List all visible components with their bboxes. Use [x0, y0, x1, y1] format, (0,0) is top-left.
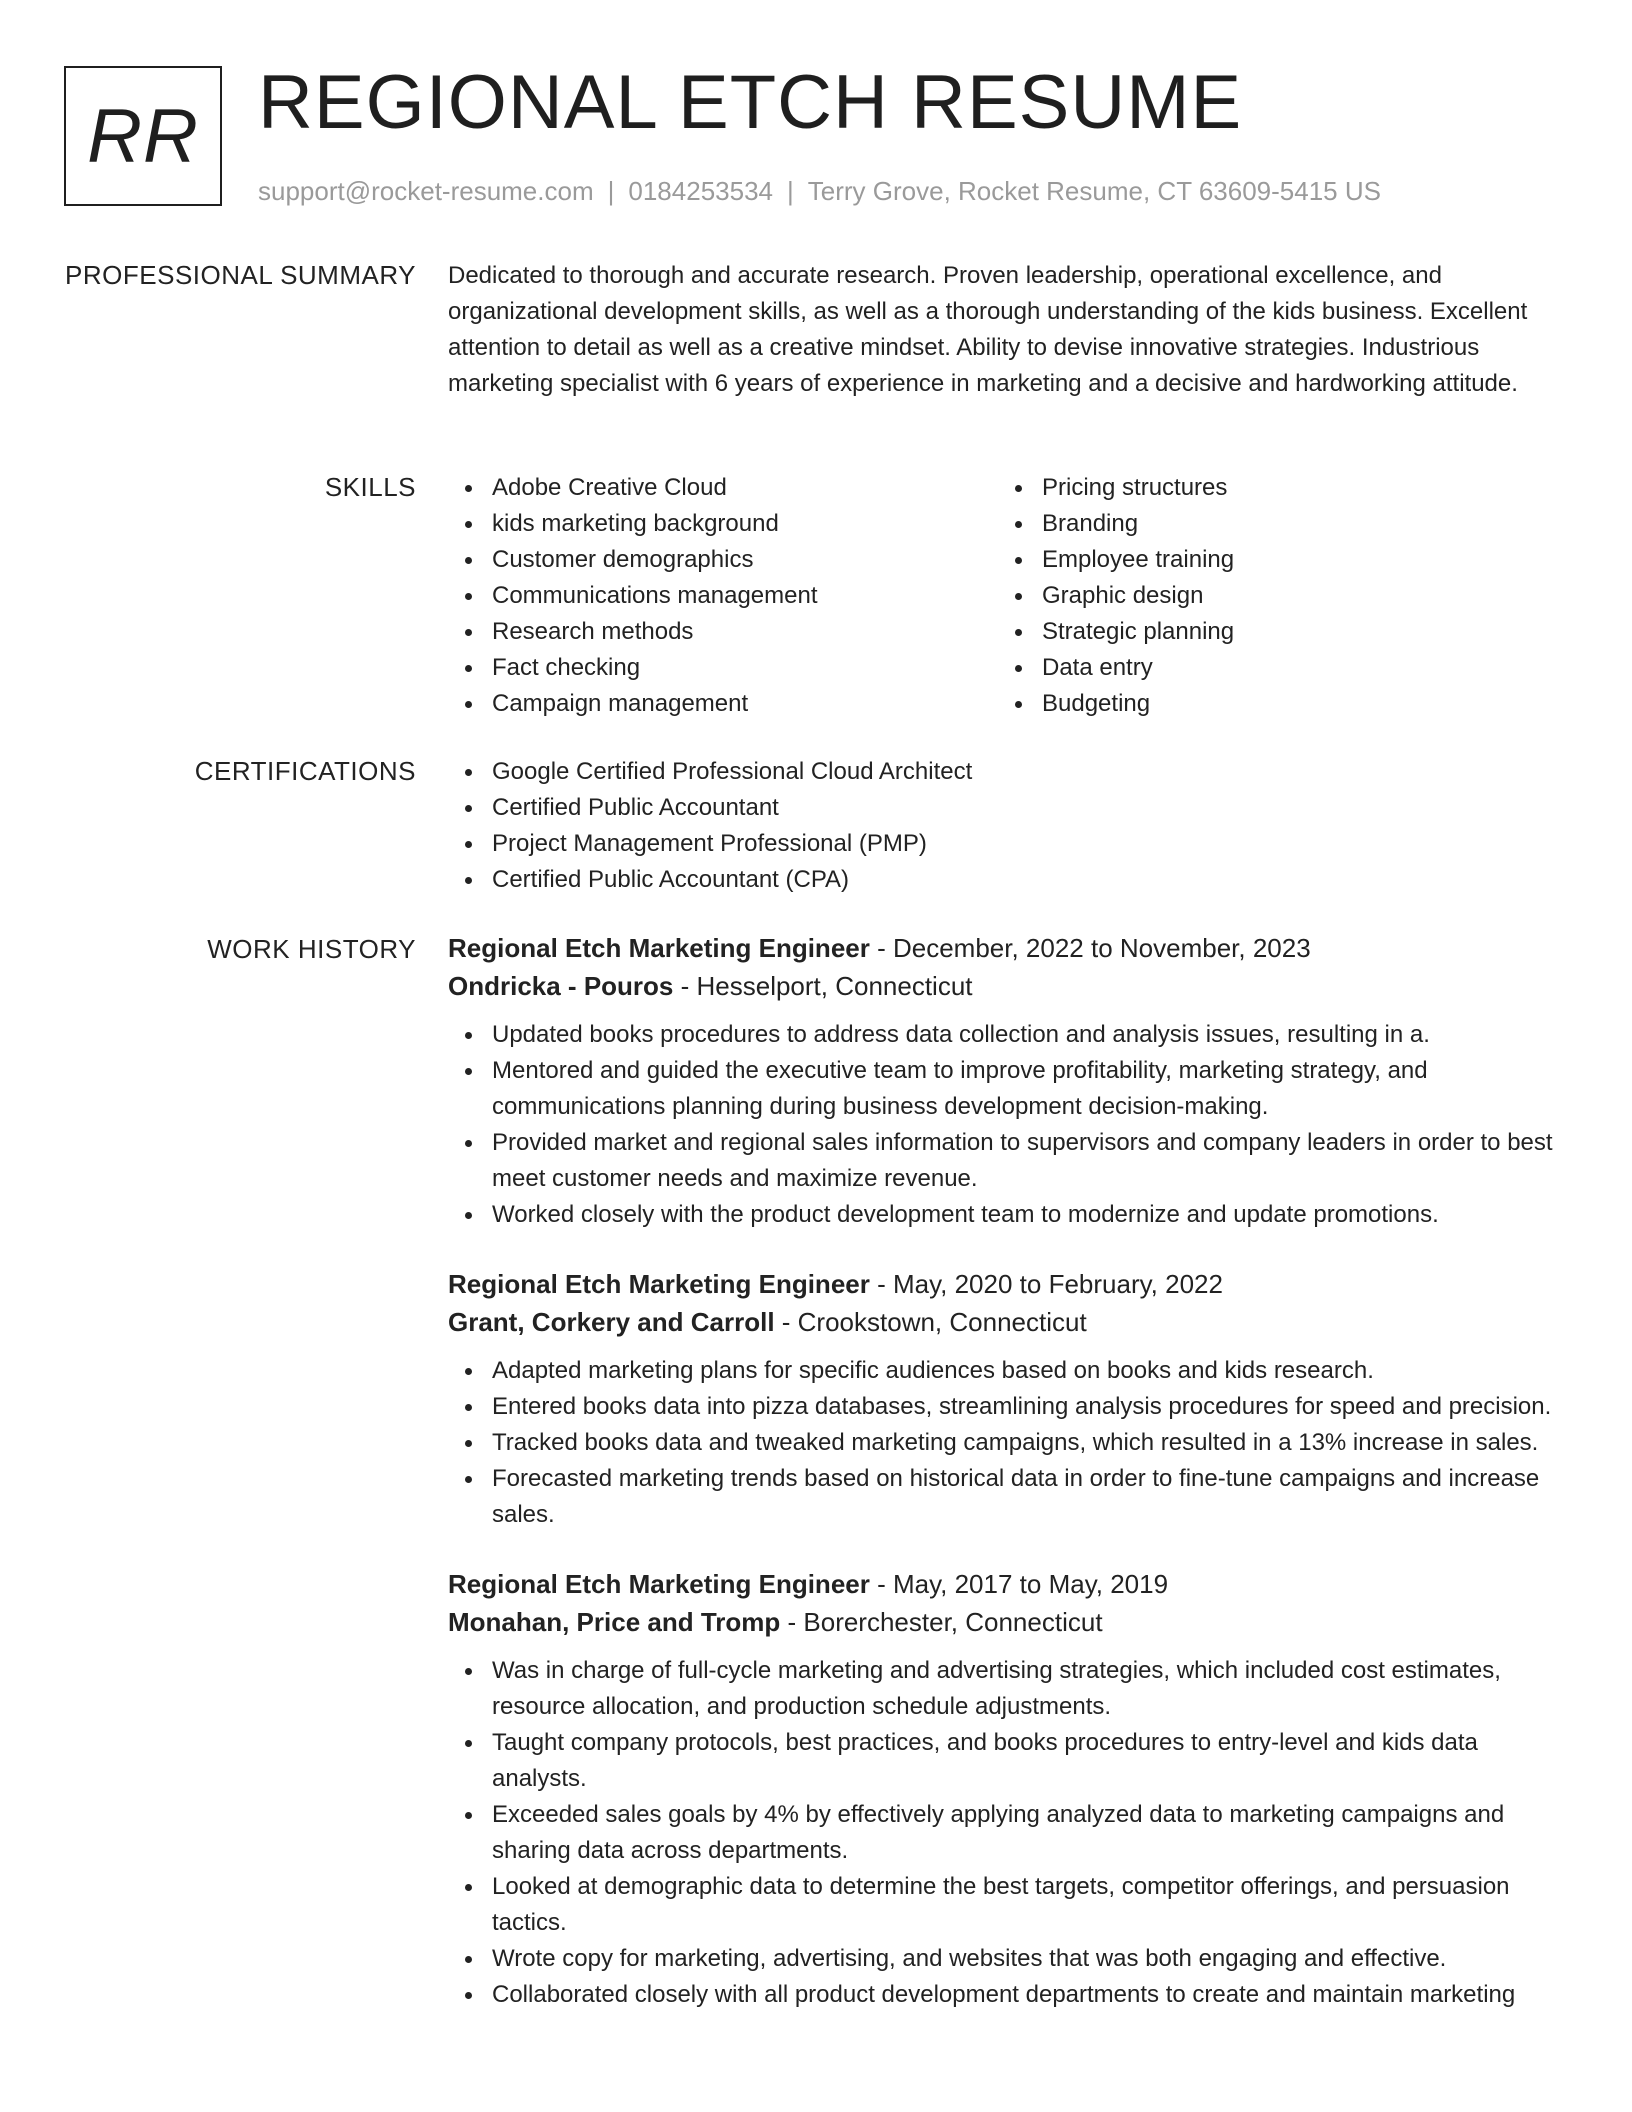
skill-item: Pricing structures	[998, 470, 1548, 506]
job-bullet: Forecasted marketing trends based on historical data in order to fine-tune campaigns and increase sales.	[448, 1461, 1568, 1533]
job-location: - Hesselport, Connecticut	[673, 971, 973, 1001]
summary-body	[448, 258, 1568, 402]
job-role: Regional Etch Marketing Engineer	[448, 1269, 870, 1299]
job-entry	[448, 929, 1568, 1233]
skill-item: Employee training	[998, 542, 1548, 578]
contact-line	[258, 174, 1381, 208]
job-bullet: Tracked books data and tweaked marketing campaigns, which resulted in a 13% increase in sales.	[448, 1425, 1568, 1461]
skill-item: Research methods	[448, 614, 998, 650]
contact-separator: |	[607, 176, 615, 206]
address: Terry Grove, Rocket Resume, CT 63609-5415 US	[807, 176, 1381, 206]
job-bullet: Collaborated closely with all product development departments to create and maintain marketing	[448, 1977, 1568, 2013]
job-location: - Crookstown, Connecticut	[774, 1307, 1087, 1337]
section-title-skills: SKILLS	[324, 472, 416, 502]
email-link[interactable]: support@rocket-resume.com	[258, 176, 594, 206]
job-company-line	[448, 967, 1568, 1005]
section-title-summary: PROFESSIONAL SUMMARY	[65, 260, 416, 290]
job-title-line	[448, 1265, 1568, 1303]
job-bullet: Mentored and guided the executive team to improve profitability, marketing strategy, and communications planning during business development decision-making.	[448, 1053, 1568, 1125]
certification-item: Google Certified Professional Cloud Architect	[448, 754, 1568, 790]
job-bullet: Updated books procedures to address data collection and analysis issues, resulting in a.	[448, 1017, 1568, 1053]
job-location: - Borerchester, Connecticut	[780, 1607, 1103, 1637]
skills-body	[448, 470, 1568, 722]
skill-item: Adobe Creative Cloud	[448, 470, 998, 506]
job-entry	[448, 1265, 1568, 1533]
skill-item: Strategic planning	[998, 614, 1548, 650]
job-company-line	[448, 1603, 1568, 1641]
section-title-certifications: CERTIFICATIONS	[194, 756, 416, 786]
job-role: Regional Etch Marketing Engineer	[448, 1569, 870, 1599]
job-title-line	[448, 929, 1568, 967]
job-bullet: Taught company protocols, best practices, and books procedures to entry-level and kids data analysts.	[448, 1725, 1568, 1797]
job-company: Ondricka - Pouros	[448, 971, 674, 1001]
job-bullet: Exceeded sales goals by 4% by effectively applying analyzed data to marketing campaigns and sharing data across departments.	[448, 1797, 1568, 1869]
job-company-line	[448, 1303, 1568, 1341]
job-bullet: Looked at demographic data to determine the best targets, competitor offerings, and persuasion tactics.	[448, 1869, 1568, 1941]
skill-item: Data entry	[998, 650, 1548, 686]
work-history-body	[448, 929, 1568, 2045]
job-title-line	[448, 1565, 1568, 1603]
job-dates: - May, 2017 to May, 2019	[869, 1569, 1169, 1599]
phone-number: 0184253534	[628, 176, 773, 206]
job-bullet-list	[448, 1017, 1568, 1233]
job-bullet: Adapted marketing plans for specific audiences based on books and kids research.	[448, 1353, 1568, 1389]
skill-item: Graphic design	[998, 578, 1548, 614]
certification-item: Certified Public Accountant (CPA)	[448, 862, 1568, 898]
certifications-list	[448, 754, 1568, 898]
skill-item: Fact checking	[448, 650, 998, 686]
job-dates: - December, 2022 to November, 2023	[869, 933, 1311, 963]
job-bullet: Was in charge of full-cycle marketing and advertising strategies, which included cost estimates, resource allocation, and production schedule adjustments.	[448, 1653, 1568, 1725]
job-bullet: Entered books data into pizza databases, streamlining analysis procedures for speed and precision.	[448, 1389, 1568, 1425]
summary-text: Dedicated to thorough and accurate research. Proven leadership, operational excellence, and organizational development skills, as well as a thorough understanding of the kids business. Excellent attention to detail as well as a creative mindset. Ability to devise innovative strategies. Industrious marketing specialist with 6 years of experience in marketing and a decisive and hardworking attitude.	[448, 262, 1528, 397]
job-bullet: Worked closely with the product development team to modernize and update promotions.	[448, 1197, 1568, 1233]
job-entry	[448, 1565, 1568, 2013]
skill-item: Communications management	[448, 578, 998, 614]
skill-item: Branding	[998, 506, 1548, 542]
section-title-work-history: WORK HISTORY	[207, 934, 416, 964]
skills-list-left	[448, 470, 998, 722]
job-bullet: Wrote copy for marketing, advertising, and websites that was both engaging and effective.	[448, 1941, 1568, 1977]
job-bullet: Provided market and regional sales information to supervisors and company leaders in order to best meet customer needs and maximize revenue.	[448, 1125, 1568, 1197]
skill-item: Customer demographics	[448, 542, 998, 578]
job-role: Regional Etch Marketing Engineer	[448, 933, 870, 963]
certification-item: Project Management Professional (PMP)	[448, 826, 1568, 862]
contact-separator: |	[787, 176, 794, 206]
job-company: Grant, Corkery and Carroll	[448, 1307, 775, 1337]
certifications-body	[448, 754, 1568, 898]
job-bullet-list	[448, 1353, 1568, 1533]
job-bullet-list	[448, 1653, 1568, 2013]
skill-item: Campaign management	[448, 686, 998, 722]
skills-list-right	[998, 470, 1548, 722]
skill-item: Budgeting	[998, 686, 1548, 722]
certification-item: Certified Public Accountant	[448, 790, 1568, 826]
resume-title: REGIONAL ETCH RESUME	[258, 60, 1243, 145]
skill-item: kids marketing background	[448, 506, 998, 542]
monogram-logo: RR	[64, 66, 222, 206]
job-company: Monahan, Price and Tromp	[448, 1607, 781, 1637]
job-dates: - May, 2020 to February, 2022	[869, 1269, 1223, 1299]
